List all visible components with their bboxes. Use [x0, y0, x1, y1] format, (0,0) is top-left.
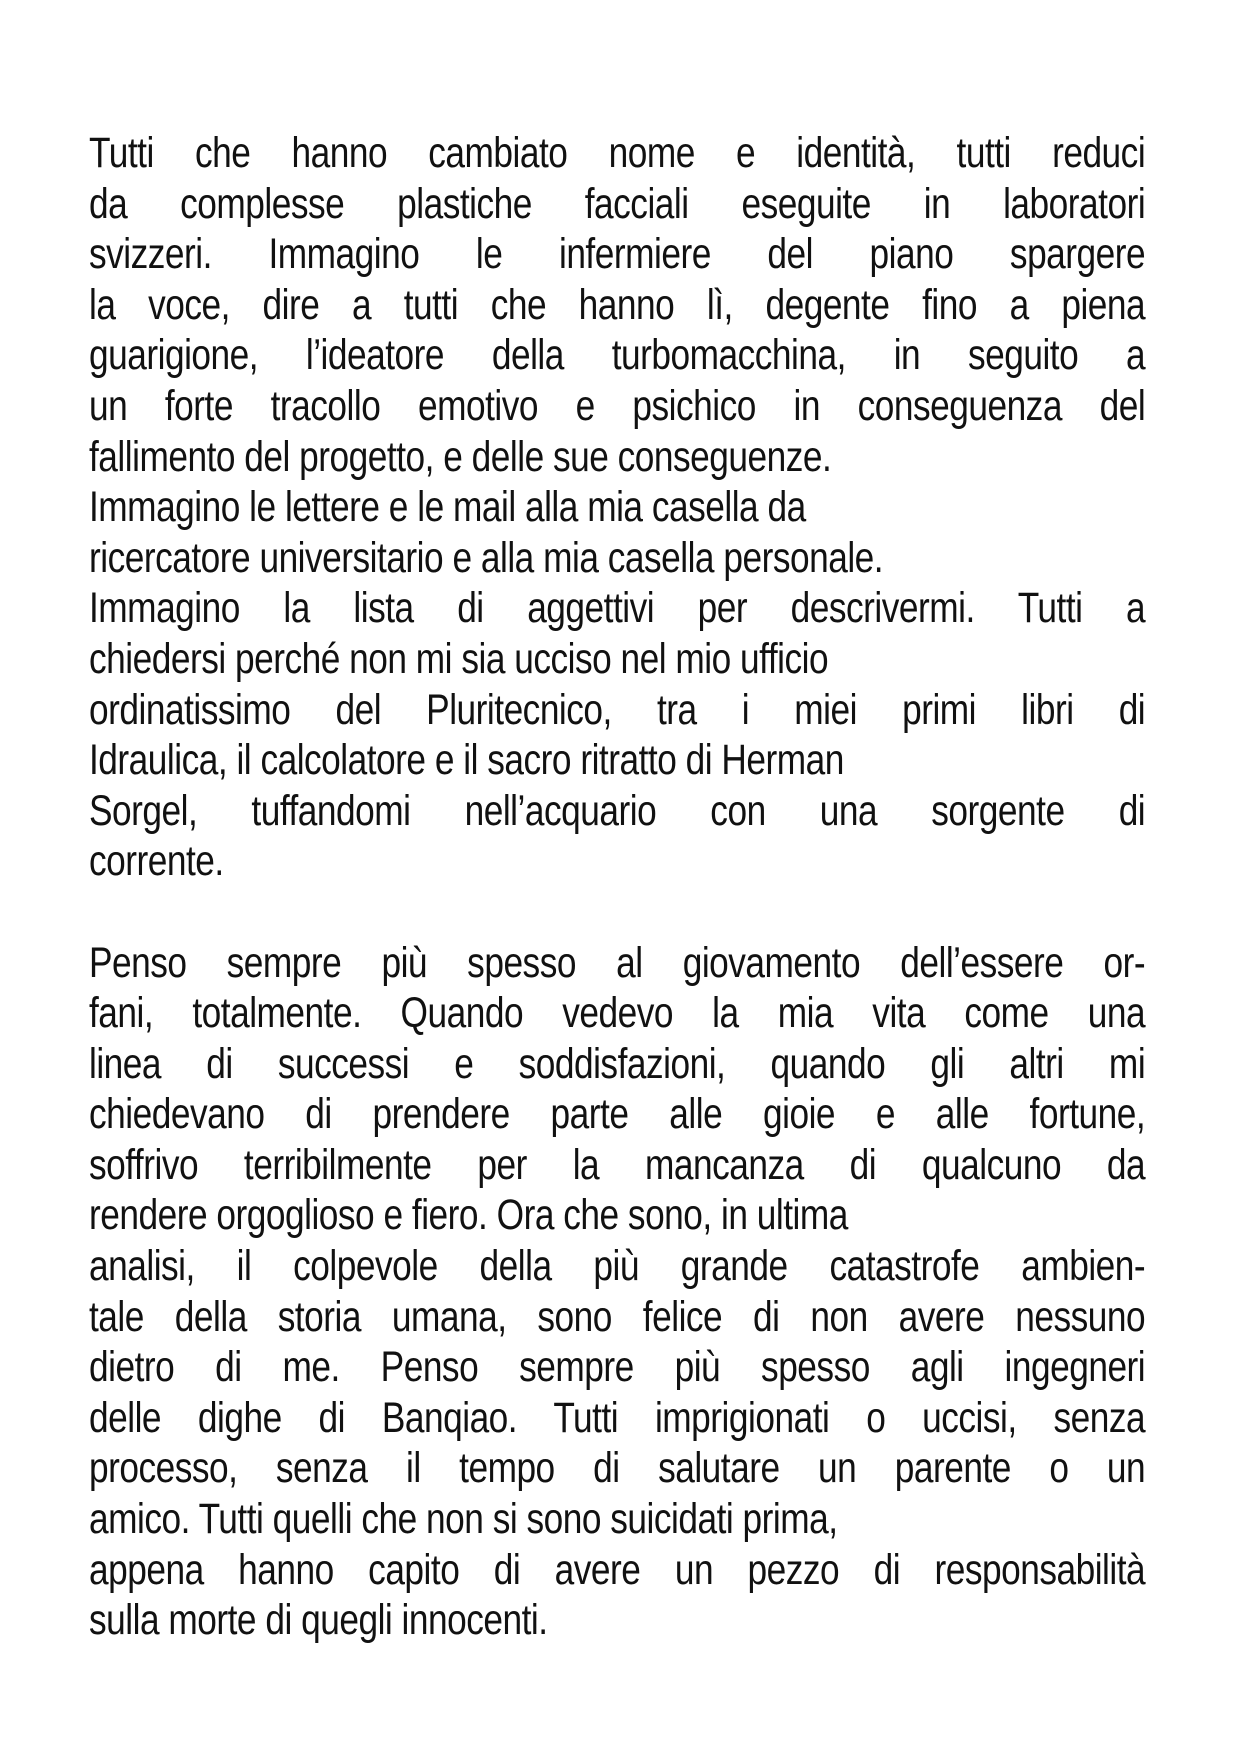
text-line: corrente. — [89, 837, 224, 886]
body-text — [89, 128, 1145, 1646]
text-line: sulla morte di quegli innocenti. — [89, 1596, 548, 1645]
text-line: ordinatissimo del Pluritecnico, tra i miei primi libri di — [89, 685, 1146, 734]
text-line: guarigione, l’ideatore della turbomacchina, in seguito a — [89, 331, 1146, 380]
text-line: amico. Tutti quelli che non si sono suicidati prima, — [89, 1495, 838, 1544]
text-line: dietro di me. Penso sempre più spesso agli ingegneri — [89, 1343, 1146, 1392]
text-line: chiedersi perché non mi sia ucciso nel mio ufficio — [89, 634, 829, 683]
text-line: fani, totalmente. Quando vedevo la mia vita come una — [89, 989, 1146, 1038]
paragraph-2 — [89, 938, 1145, 1646]
text-line: Idraulica, il calcolatore e il sacro ritratto di Herman — [89, 736, 844, 785]
paragraph-1 — [89, 128, 1145, 887]
text-line: svizzeri. Immagino le infermiere del piano spargere — [89, 230, 1146, 279]
text-line: Sorgel, tuffandomi nell’acquario con una sorgente di — [89, 786, 1146, 835]
text-line: Immagino la lista di aggettivi per descrivermi. Tutti a — [89, 584, 1146, 633]
text-line: soffrivo terribilmente per la mancanza di qualcuno da — [89, 1140, 1146, 1189]
text-line: chiedevano di prendere parte alle gioie e alle fortune, — [89, 1090, 1146, 1139]
text-line: delle dighe di Banqiao. Tutti imprigionati o uccisi, senza — [89, 1393, 1146, 1442]
text-line: Tutti che hanno cambiato nome e identità, tutti reduci — [89, 129, 1146, 177]
text-line: analisi, il colpevole della più grande catastrofe ambien- — [89, 1242, 1146, 1291]
text-line: processo, senza il tempo di salutare un parente o un — [89, 1444, 1146, 1493]
paragraph-spacer — [89, 887, 1145, 938]
text-line: un forte tracollo emotivo e psichico in conseguenza del — [89, 381, 1146, 430]
text-line: rendere orgoglioso e fiero. Ora che sono, in ultima — [89, 1191, 848, 1240]
text-line: da complesse plastiche facciali eseguite in laboratori — [89, 179, 1146, 228]
text-line: Immagino le lettere e le mail alla mia casella da — [89, 483, 806, 532]
text-line: appena hanno capito di avere un pezzo di responsabilità — [89, 1545, 1146, 1594]
text-line: fallimento del progetto, e delle sue conseguenze. — [89, 432, 832, 481]
text-line: ricercatore universitario e alla mia casella personale. — [89, 533, 884, 582]
text-line: linea di successi e soddisfazioni, quando gli altri mi — [89, 1039, 1146, 1088]
text-line: tale della storia umana, sono felice di non avere nessuno — [89, 1292, 1146, 1341]
text-line: la voce, dire a tutti che hanno lì, degente fino a piena — [89, 280, 1146, 329]
document-page — [89, 128, 1145, 1646]
text-line: Penso sempre più spesso al giovamento dell’essere or- — [89, 938, 1146, 987]
